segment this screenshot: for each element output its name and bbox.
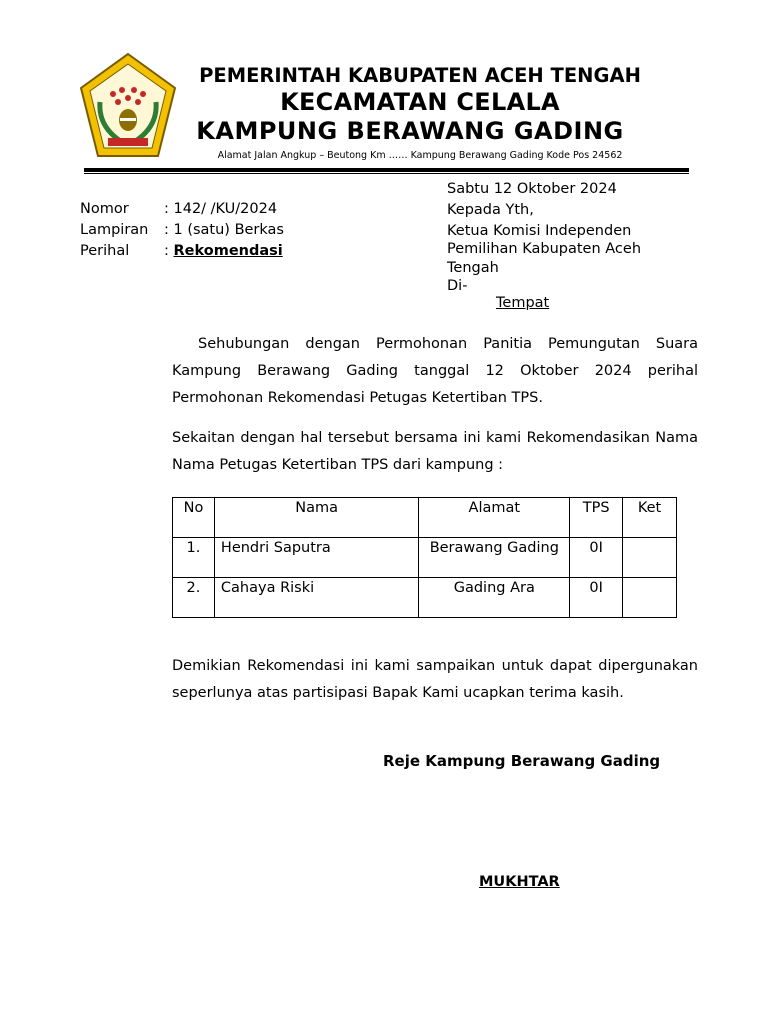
table-row	[173, 538, 677, 578]
row-1-alamat: Berawang Gading	[419, 538, 570, 578]
row-1-tps: 0I	[570, 538, 623, 578]
header-ket: Ket	[623, 498, 677, 538]
header-tps: TPS	[570, 498, 623, 538]
nomor-value: : 142/ /KU/2024	[164, 201, 278, 217]
officer-table	[172, 497, 677, 618]
row-2-no: 2.	[173, 578, 215, 618]
row-1-no: 1.	[173, 538, 215, 578]
signatory-name: MUKHTAR	[479, 874, 560, 890]
letter-date: Sabtu 12 Oktober 2024	[447, 181, 617, 197]
table-row	[173, 578, 677, 618]
body-paragraph-1: Sehubungan dengan Permohonan Panitia Pemungutan Suara Kampung Berawang Gading tanggal 12 Oktober 2024 perihal Permohonan Rekomendasi Petugas Ketertiban TPS.	[172, 336, 698, 406]
recipient-line-2: Pemilihan Kabupaten Aceh	[447, 241, 642, 257]
recipient-place: Tempat	[496, 295, 550, 311]
perihal-subject: Rekomendasi	[173, 243, 283, 259]
letterhead-rule-thin	[84, 173, 689, 174]
letterhead-village: KAMPUNG BERAWANG GADING	[196, 117, 624, 145]
row-2-alamat: Gading Ara	[419, 578, 570, 618]
perihal-label: Perihal	[80, 243, 130, 259]
letterhead-address: Alamat Jalan Angkup – Beutong Km …… Kampung Berawang Gading Kode Pos 24562	[217, 150, 623, 161]
header-alamat: Alamat	[419, 498, 570, 538]
body-paragraph-2: Sekaitan dengan hal tersebut bersama ini kami Rekomendasikan Nama Nama Petugas Ketertiban TPS dari kampung :	[172, 430, 698, 473]
recipient-line-3: Tengah	[447, 259, 499, 276]
recipient-line-1: Ketua Komisi Independen	[447, 222, 632, 239]
letterhead-rule-thick	[84, 168, 689, 172]
row-2-ket	[623, 578, 677, 618]
recipient-line-4: Di-	[447, 278, 468, 294]
table-header-row	[173, 498, 677, 538]
perihal-value	[164, 242, 283, 261]
nomor-label: Nomor	[80, 201, 129, 217]
row-1-ket	[623, 538, 677, 578]
header-no: No	[173, 498, 215, 538]
row-2-nama: Cahaya Riski	[214, 578, 419, 618]
lampiran-label: Lampiran	[80, 222, 149, 238]
lampiran-value: : 1 (satu) Berkas	[164, 222, 284, 238]
letterhead-government: PEMERINTAH KABUPATEN ACEH TENGAH	[199, 64, 641, 87]
recipient-block	[447, 201, 677, 296]
signature-title: Reje Kampung Berawang Gading	[383, 752, 661, 770]
closing-paragraph: Demikian Rekomendasi ini kami sampaikan untuk dapat dipergunakan seperlunya atas partisipasi Bapak Kami ucapkan terima kasih.	[172, 658, 698, 701]
row-1-nama: Hendri Saputra	[214, 538, 419, 578]
header-nama: Nama	[214, 498, 419, 538]
recipient-greeting: Kepada Yth,	[447, 202, 534, 218]
perihal-colon: :	[164, 243, 169, 259]
row-2-tps: 0I	[570, 578, 623, 618]
letterhead-district: KECAMATAN CELALA	[280, 88, 560, 116]
